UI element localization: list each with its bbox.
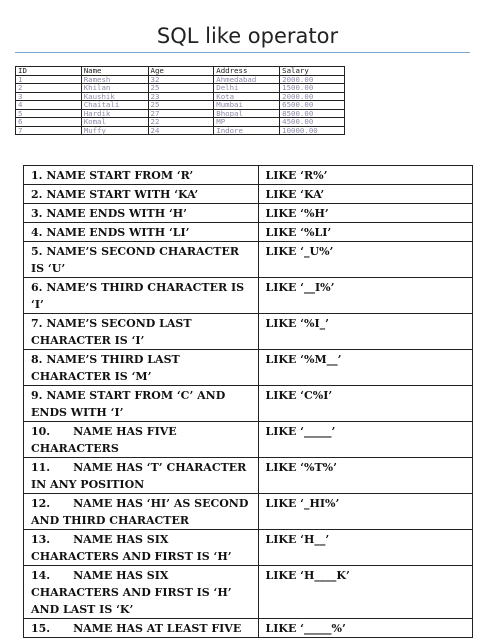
table-cell: Hardik [81,109,148,118]
operator-row [24,494,473,530]
operator-pattern: LIKE ‘%T%’ [258,458,472,494]
table-cell: Komal [81,118,148,127]
table-cell: Muffy [81,126,148,135]
column-header: Salary [280,67,345,76]
table-cell: 2000.00 [280,75,345,84]
operator-row [24,350,473,386]
table-cell: 27 [148,109,214,118]
table-cell: 23 [148,92,214,101]
table-cell: Mumbai [214,101,280,110]
operator-description: 7. NAME’S SECOND LAST CHARACTER IS ‘I’ [24,314,259,350]
table-cell: 6500.00 [280,101,345,110]
title-divider [15,52,470,53]
page-title: SQL like operator [156,24,339,48]
table-cell: 7 [16,126,82,135]
operator-description: 10. NAME HAS FIVE CHARACTERS [24,422,259,458]
table-cell: 22 [148,118,214,127]
customers-table [15,66,345,135]
table-cell: 3 [16,92,82,101]
operator-pattern: LIKE ‘H__’ [258,530,472,566]
table-cell: Ahmedabad [214,75,280,84]
table-cell: 1500.00 [280,84,345,93]
like-operator-table [23,165,473,638]
table-cell: Delhi [214,84,280,93]
operator-row [24,458,473,494]
table-cell: 8500.00 [280,109,345,118]
table-cell: 2000.00 [280,92,345,101]
operator-pattern: LIKE ‘C%I’ [258,386,472,422]
table-row [16,126,345,135]
operator-description: 9. NAME START FROM ‘C’ AND ENDS WITH ‘I’ [24,386,259,422]
table-cell: 24 [148,126,214,135]
operator-row [24,185,473,204]
operator-description: 13. NAME HAS SIX CHARACTERS AND FIRST IS ‘H’ [24,530,259,566]
table-row [16,118,345,127]
table-cell: 6 [16,118,82,127]
operator-pattern: LIKE ‘_HI%’ [258,494,472,530]
operator-row [24,278,473,314]
operator-pattern: LIKE ‘%I_’ [258,314,472,350]
operator-description: 11. NAME HAS ‘T’ CHARACTER IN ANY POSITION [24,458,259,494]
table-row [16,101,345,110]
operator-pattern: LIKE ‘_____’ [258,422,472,458]
operator-pattern: LIKE ‘_U%’ [258,242,472,278]
operator-row [24,166,473,185]
operator-pattern: LIKE ‘%LI’ [258,223,472,242]
operator-row [24,223,473,242]
table-header-row [16,67,345,76]
table-cell: 10000.00 [280,126,345,135]
operator-pattern: LIKE ‘R%’ [258,166,472,185]
operator-pattern: LIKE ‘__I%’ [258,278,472,314]
operator-description: 8. NAME’S THIRD LAST CHARACTER IS ‘M’ [24,350,259,386]
operator-description: 12. NAME HAS ‘HI’ AS SECOND AND THIRD CHARACTER [24,494,259,530]
operator-description: 14. NAME HAS SIX CHARACTERS AND FIRST IS ‘H’ AND LAST IS ‘K’ [24,566,259,619]
operator-description: 5. NAME’S SECOND CHARACTER IS ‘U’ [24,242,259,278]
column-header: Address [214,67,280,76]
operator-row [24,422,473,458]
operator-row [24,204,473,223]
table-cell: 25 [148,84,214,93]
table-cell: Bhopal [214,109,280,118]
column-header: Name [81,67,148,76]
operator-row [24,566,473,619]
table-cell: 25 [148,101,214,110]
operator-row [24,530,473,566]
operator-description: 4. NAME ENDS WITH ‘LI’ [24,223,259,242]
operator-description: 15. NAME HAS AT LEAST FIVE [24,619,259,638]
operator-pattern: LIKE ‘%M__’ [258,350,472,386]
table-cell: 5 [16,109,82,118]
operator-description: 2. NAME START WITH ‘KA’ [24,185,259,204]
operator-description: 3. NAME ENDS WITH ‘H’ [24,204,259,223]
table-cell: Khilan [81,84,148,93]
operator-pattern: LIKE ‘_____%’ [258,619,472,638]
table-row [16,84,345,93]
operator-pattern: LIKE ‘%H’ [258,204,472,223]
operator-row [24,619,473,638]
operator-pattern: LIKE ‘KA’ [258,185,472,204]
table-cell: Chaitali [81,101,148,110]
table-cell: 4500.00 [280,118,345,127]
table-cell: Kaushik [81,92,148,101]
operator-description: 6. NAME’S THIRD CHARACTER IS ‘I’ [24,278,259,314]
operator-description: 1. NAME START FROM ‘R’ [24,166,259,185]
column-header: ID [16,67,82,76]
table-cell: Ramesh [81,75,148,84]
operator-pattern: LIKE ‘H____K’ [258,566,472,619]
table-cell: Kota [214,92,280,101]
table-cell: 32 [148,75,214,84]
table-cell: 4 [16,101,82,110]
operator-row [24,386,473,422]
operator-row [24,314,473,350]
operator-row [24,242,473,278]
column-header: Age [148,67,214,76]
table-cell: Indore [214,126,280,135]
table-cell: 1 [16,75,82,84]
table-cell: MP [214,118,280,127]
table-cell: 2 [16,84,82,93]
